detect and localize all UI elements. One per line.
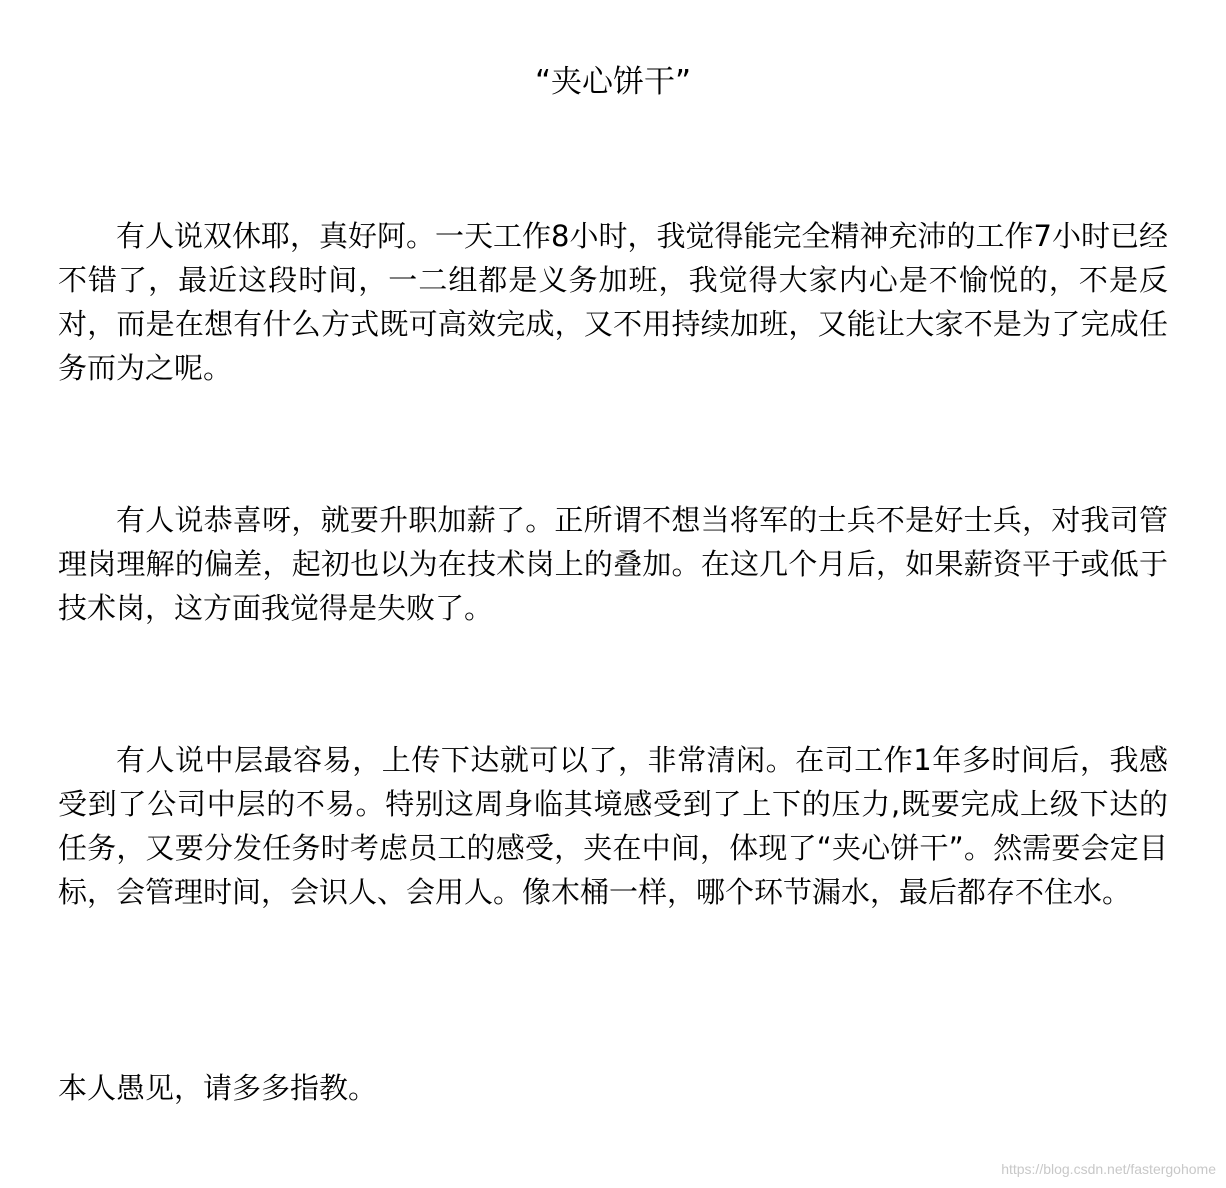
document-title: “夹心饼干” — [534, 64, 692, 100]
source-watermark: https://blog.csdn.net/fastergohome — [1001, 1161, 1216, 1177]
paragraph-promotion: 有人说恭喜呀，就要升职加薪了。正所谓不想当将军的士兵不是好士兵，对我司管理岗理解的偏差，起初也以为在技术岗上的叠加。在这几个月后，如果薪资平于或低于技术岗，这方面我觉得是失败了。 — [58, 503, 1168, 625]
paragraph-middle-management: 有人说中层最容易，上传下达就可以了，非常清闲。在司工作1年多时间后，我感受到了公司中层的不易。特别这周身临其境感受到了上下的压力,既要完成上级下达的任务，又要分发任务时考虑员工的感受，夹在中间，体现了“夹心饼干”。然需要会定目标，会管理时间，会识人、会用人。像木桶一样，哪个环节漏水，最后都存不住水。 — [58, 743, 1168, 909]
paragraph-closing: 本人愚见，请多多指教。 — [58, 1071, 378, 1105]
paragraph-double-weekend: 有人说双休耶，真好阿。一天工作8小时，我觉得能完全精神充沛的工作7小时已经不错了，最近这段时间，一二组都是义务加班，我觉得大家内心是不愉悦的，不是反对，而是在想有什么方式既可高效完成，又不用持续加班，又能让大家不是为了完成任务而为之呢。 — [58, 219, 1168, 385]
